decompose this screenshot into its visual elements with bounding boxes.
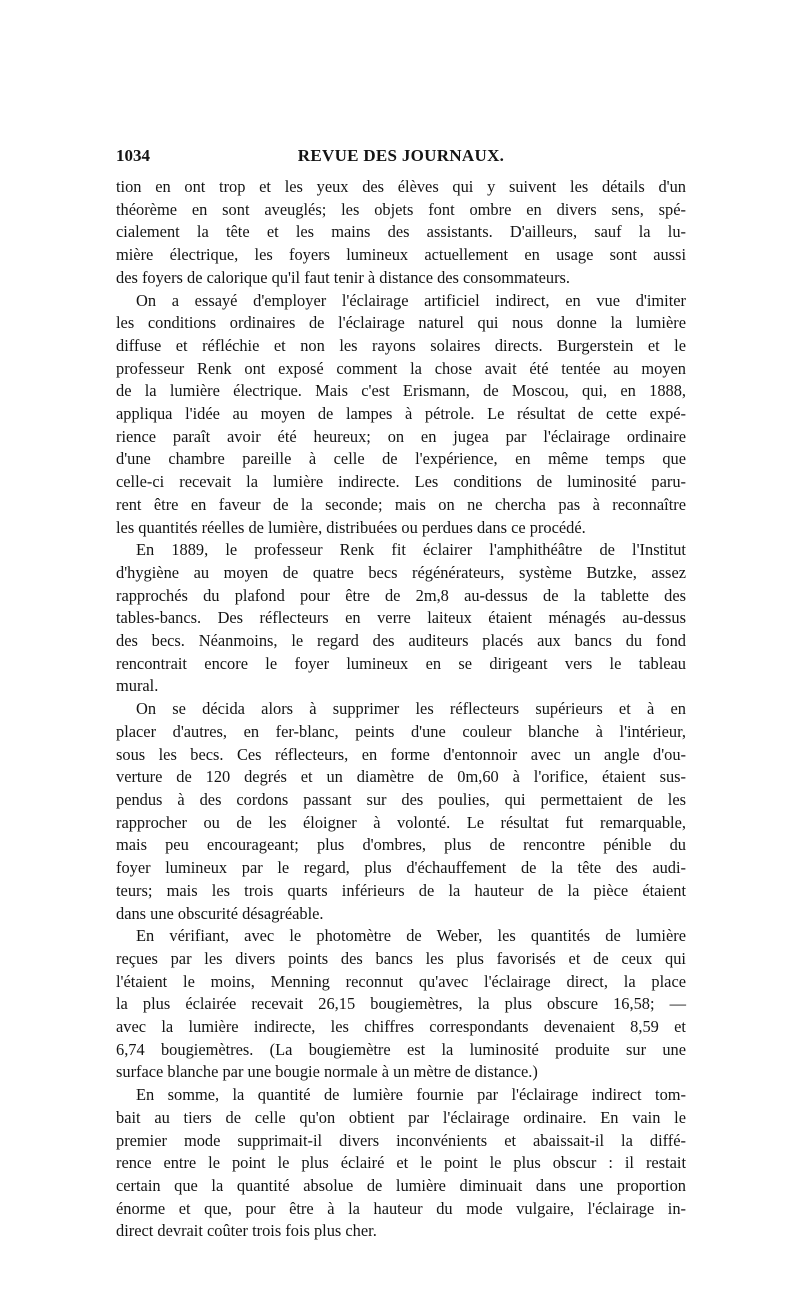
text-line: rapprochés du plafond pour être de 2m,8 au-dessus de la tablette des: [116, 585, 686, 605]
text-line: mière électrique, les foyers lumineux actuellement en usage sont aussi: [116, 245, 686, 265]
text-line: diffuse et réfléchie et non les rayons solaires directs. Burgerstein et le: [116, 335, 686, 355]
text-line: On se décida alors à supprimer les réflecteurs supérieurs et à en: [136, 699, 686, 719]
page: [116, 146, 686, 1243]
text-line: mural.: [116, 676, 159, 696]
paragraph: [116, 925, 686, 1084]
text-line: tables-bancs. Des réflecteurs en verre laiteux étaient ménagés au-dessus: [116, 608, 686, 628]
text-line: d'hygiène au moyen de quatre becs régénérateurs, système Butzke, assez: [116, 562, 686, 582]
text-line: 6,74 bougiemètres. (La bougiemètre est la luminosité produite sur une: [116, 1039, 686, 1059]
text-line: rapprocher ou de les éloigner à volonté. Le résultat fut remarquable,: [116, 812, 686, 832]
text-line: reçues par les divers points des bancs les plus favorisés et de ceux qui: [116, 948, 686, 968]
text-line: les conditions ordinaires de l'éclairage naturel qui nous donne la lumière: [116, 313, 686, 333]
text-line: dans une obscurité désagréable.: [116, 903, 324, 923]
page-number: 1034: [116, 146, 150, 165]
running-title: REVUE DES JOURNAUX.: [297, 146, 505, 165]
text-line: appliqua l'idée au moyen de lampes à pétrole. Le résultat de cette expé-: [116, 404, 686, 424]
text-line: tion en ont trop et les yeux des élèves qui y suivent les détails d'un: [116, 177, 686, 196]
text-line: la plus éclairée recevait 26,15 bougiemètres, la plus obscure 16,58; —: [116, 994, 686, 1014]
text-line: des becs. Néanmoins, le regard des auditeurs placés aux bancs du fond: [116, 631, 686, 651]
text-line: cialement la tête et les mains des assistants. D'ailleurs, sauf la lu-: [116, 222, 686, 242]
text-line: rence entre le point le plus éclairé et le point le plus obscur : il restait: [116, 1153, 686, 1173]
text-line: direct devrait coûter trois fois plus cher.: [116, 1221, 377, 1241]
text-line: On a essayé d'employer l'éclairage artificiel indirect, en vue d'imiter: [136, 290, 686, 310]
text-line: mais peu encourageant; plus d'ombres, plus de rencontre pénible du: [116, 835, 686, 855]
body-text: [116, 176, 686, 1243]
text-line: l'étaient le moins, Menning reconnut qu'avec l'éclairage direct, la place: [116, 971, 686, 991]
page-header: [116, 146, 686, 168]
paragraph: [116, 698, 686, 925]
text-line: les quantités réelles de lumière, distribuées ou perdues dans ce procédé.: [116, 517, 586, 537]
text-line: des foyers de calorique qu'il faut tenir à distance des consommateurs.: [116, 267, 570, 287]
text-line: celle-ci recevait la lumière indirecte. Les conditions de luminosité paru-: [116, 472, 686, 492]
text-line: d'une chambre pareille à celle de l'expérience, en même temps que: [116, 449, 686, 469]
text-line: verture de 120 degrés et un diamètre de 0m,60 à l'orifice, étaient sus-: [116, 767, 686, 787]
text-line: En 1889, le professeur Renk fit éclairer l'amphithéâtre de l'Institut: [136, 540, 686, 560]
text-line: En vérifiant, avec le photomètre de Weber, les quantités de lumière: [136, 926, 686, 946]
text-line: rience paraît avoir été heureux; on en jugea par l'éclairage ordinaire: [116, 426, 686, 446]
text-line: avec la lumière indirecte, les chiffres correspondants devenaient 8,59 et: [116, 1017, 686, 1037]
paragraph: [116, 290, 686, 540]
text-line: énorme et que, pour être à la hauteur du mode vulgaire, l'éclairage in-: [116, 1198, 686, 1218]
text-line: teurs; mais les trois quarts inférieurs de la hauteur de la pièce étaient: [116, 880, 686, 900]
text-line: professeur Renk ont exposé comment la chose avait été tentée au moyen: [116, 358, 686, 378]
text-line: bait au tiers de celle qu'on obtient par l'éclairage ordinaire. En vain le: [116, 1107, 686, 1127]
text-line: théorème en sont aveuglés; les objets font ombre en divers sens, spé-: [116, 199, 686, 219]
text-line: placer d'autres, en fer-blanc, peints d'une couleur blanche à l'intérieur,: [116, 721, 686, 741]
text-line: rencontrait encore le foyer lumineux en se dirigeant vers le tableau: [116, 653, 686, 673]
paragraph: [116, 176, 686, 290]
text-line: surface blanche par une bougie normale à un mètre de distance.): [116, 1062, 538, 1082]
paragraph: [116, 1084, 686, 1243]
text-line: premier mode supprimait-il divers inconvénients et abaissait-il la diffé-: [116, 1130, 686, 1150]
text-line: En somme, la quantité de lumière fournie par l'éclairage indirect tom-: [136, 1085, 686, 1105]
text-line: foyer lumineux par le regard, plus d'échauffement de la tête des audi-: [116, 858, 686, 878]
text-line: pendus à des cordons passant sur des poulies, qui permettaient de les: [116, 789, 686, 809]
text-line: sous les becs. Ces réflecteurs, en forme d'entonnoir avec un angle d'ou-: [116, 744, 686, 764]
paragraph: [116, 539, 686, 698]
text-line: de la lumière électrique. Mais c'est Erismann, de Moscou, qui, en 1888,: [116, 381, 686, 401]
text-line: rent être en faveur de la seconde; mais on ne chercha pas à reconnaître: [116, 494, 686, 514]
text-line: certain que la quantité absolue de lumière diminuait dans une proportion: [116, 1175, 686, 1195]
